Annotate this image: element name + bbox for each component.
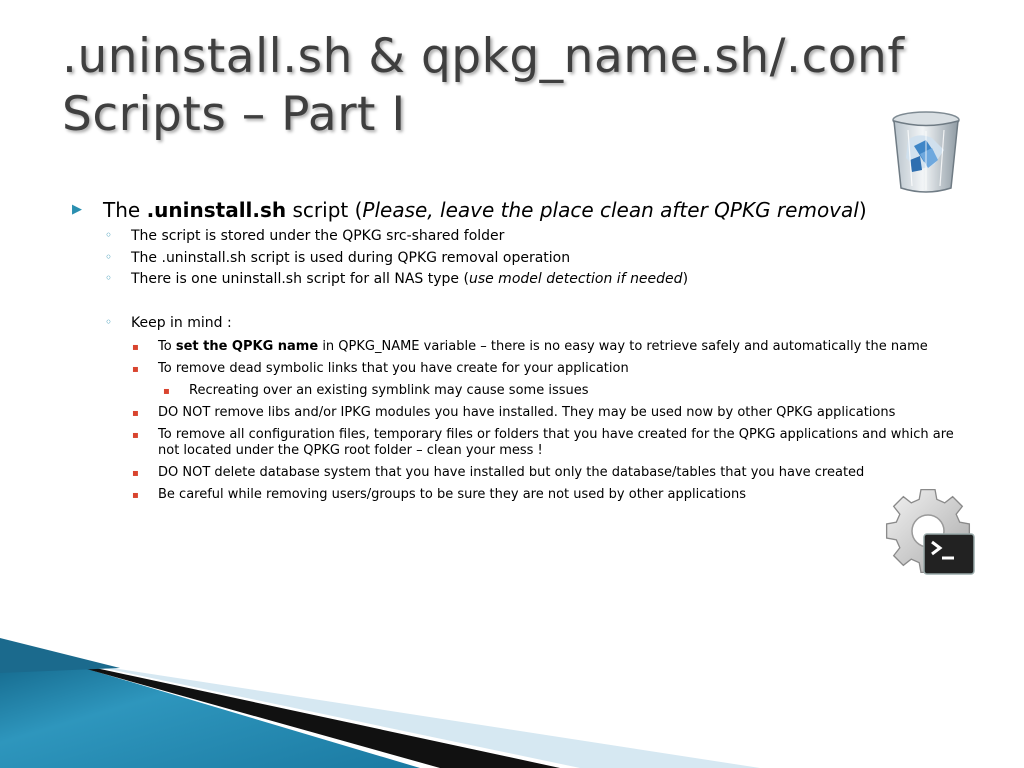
dot-bullet-icon: ▪ <box>132 342 139 353</box>
main-point-middle: script ( <box>286 198 363 222</box>
keep-item-text: To remove all configuration files, temporary files or folders that you have created for the QPKG applications and which are not located under the QPKG root folder – clean your mess ! <box>158 427 954 458</box>
gear-terminal-icon <box>884 488 980 580</box>
keep-item-qpkg-name <box>72 339 972 355</box>
sub-point-usage <box>72 248 972 270</box>
dot-bullet-icon: ▪ <box>163 386 170 397</box>
keep-subitem-text: Recreating over an existing symblink may cause some issues <box>189 383 589 398</box>
sub-point-nas <box>72 269 972 291</box>
keep-in-mind-label: Keep in mind : <box>131 314 232 331</box>
main-point-italic: Please, leave the place clean after QPKG removal <box>362 198 859 222</box>
main-point <box>72 196 972 224</box>
circle-bullet-icon: ◦ <box>105 228 113 242</box>
keep-item-text: Be careful while removing users/groups to be sure they are not used by other applications <box>158 487 747 502</box>
nas-text: There is one uninstall.sh script for all NAS type ( <box>131 271 469 287</box>
recycle-bin-icon <box>888 110 964 196</box>
slide-content <box>72 196 972 509</box>
dot-bullet-icon: ▪ <box>132 430 139 441</box>
dot-bullet-icon: ▪ <box>132 490 139 501</box>
sub-point-location <box>72 226 972 248</box>
keep-in-mind-heading <box>72 313 972 335</box>
main-point-bold: .uninstall.sh <box>146 198 287 222</box>
keep-item-text: To remove dead symbolic links that you have create for your application <box>158 361 629 376</box>
footer-decoration <box>0 638 1024 768</box>
keep-item-symlinks <box>72 361 972 377</box>
circle-bullet-icon: ◦ <box>105 271 113 285</box>
keep-item-text: DO NOT delete database system that you have installed but only the database/tables that you have created <box>158 465 865 480</box>
title-line-1: .uninstall.sh & qpkg_name.sh/.conf <box>62 29 905 84</box>
dot-bullet-icon: ▪ <box>132 408 139 419</box>
keep-item-prefix: To <box>158 339 176 354</box>
keep-item-database <box>72 465 972 481</box>
nas-suffix: ) <box>682 271 689 287</box>
keep-item-config <box>72 427 972 459</box>
nas-italic: use model detection if needed <box>468 271 683 287</box>
keep-item-text: DO NOT remove libs and/or IPKG modules you have installed. They may be used now by other QPKG applications <box>158 405 896 420</box>
triangle-bullet-icon: ▶ <box>72 202 82 217</box>
main-point-prefix: The <box>103 198 147 222</box>
circle-bullet-icon: ◦ <box>105 314 113 329</box>
dot-bullet-icon: ▪ <box>132 468 139 479</box>
slide-title <box>62 28 904 144</box>
title-line-2: Scripts – Part I <box>62 87 406 142</box>
keep-item-users <box>72 487 972 503</box>
dot-bullet-icon: ▪ <box>132 364 139 375</box>
keep-item-bold: set the QPKG name <box>175 339 319 354</box>
sub-point-text: The script is stored under the QPKG src-shared folder <box>131 228 505 244</box>
keep-item-libs <box>72 405 972 421</box>
main-point-suffix: ) <box>858 198 867 222</box>
keep-item-suffix: in QPKG_NAME variable – there is no easy way to retrieve safely and automatically the name <box>318 339 928 354</box>
circle-bullet-icon: ◦ <box>105 249 113 264</box>
sub-point-text: The .uninstall.sh script is used during QPKG removal operation <box>131 249 571 266</box>
keep-subitem-symlink-warning <box>72 383 972 399</box>
